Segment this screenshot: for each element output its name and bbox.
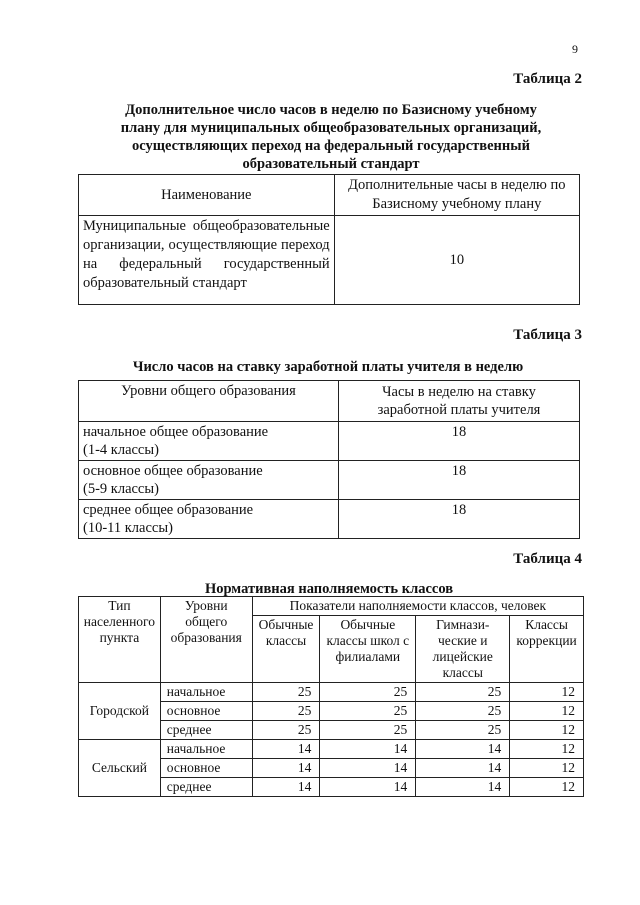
table4-cell: 25 (416, 683, 510, 702)
table4-header-correction: Классы коррекции (510, 616, 584, 683)
table2-title-line: осуществляющих переход на федеральный государственный (132, 138, 530, 154)
table4-level: среднее (160, 721, 252, 740)
table4-cell: 12 (510, 759, 584, 778)
level-grades: (5-9 классы) (83, 481, 159, 497)
table3-row-hours: 18 (338, 461, 579, 500)
table3-label: Таблица 3 (513, 327, 582, 343)
table4 (78, 596, 584, 797)
table3-title: Число часов на ставку заработной платы учителя в неделю (132, 359, 524, 375)
table2-header-name: Наименование (79, 175, 335, 216)
table4-header-regular: Обычные классы (252, 616, 320, 683)
table-row (79, 216, 580, 305)
table4-cell: 14 (416, 778, 510, 797)
table4-locality: Сельский (79, 740, 161, 797)
table-header-row (79, 175, 580, 216)
table3-header-hours: Часы в неделю на ставку заработной платы учителя (338, 381, 579, 422)
table4-header-indicators: Показатели наполняемости классов, человек (252, 597, 583, 616)
table-header-row (79, 597, 584, 616)
table4-cell: 25 (252, 721, 320, 740)
table4-cell: 25 (320, 702, 416, 721)
table2-title-line: образовательный стандарт (242, 156, 420, 172)
table3-header-level: Уровни общего образования (79, 381, 339, 422)
table4-cell: 12 (510, 721, 584, 740)
table4-locality: Городской (79, 683, 161, 740)
table4-level: основное (160, 702, 252, 721)
table4-header-gymnasium: Гимнази-ческие и лицейские классы (416, 616, 510, 683)
table3-row-level (79, 500, 339, 539)
table4-cell: 14 (320, 759, 416, 778)
table4-level: начальное (160, 683, 252, 702)
table-row (79, 683, 584, 702)
table4-cell: 25 (416, 702, 510, 721)
table4-title: Нормативная наполняемость классов (204, 581, 454, 597)
level-name: начальное общее образование (83, 424, 269, 440)
table2-title-line: плану для муниципальных общеобразовательных организаций, (120, 120, 542, 136)
table4-cell: 25 (252, 683, 320, 702)
table4-cell: 25 (320, 721, 416, 740)
level-name: среднее общее образование (83, 502, 254, 518)
table4-cell: 12 (510, 778, 584, 797)
table4-cell: 25 (252, 702, 320, 721)
table4-header-levels: Уровни общего образования (160, 597, 252, 683)
table4-header-locality: Тип населенного пункта (79, 597, 161, 683)
table2-title (78, 101, 584, 173)
table4-label: Таблица 4 (513, 551, 582, 567)
table2-label: Таблица 2 (513, 71, 582, 87)
table2-row-value: 10 (334, 216, 579, 305)
table4-level: среднее (160, 778, 252, 797)
table4-cell: 25 (416, 721, 510, 740)
table4-header-branches: Обычные классы школ с филиалами (320, 616, 416, 683)
table4-cell: 14 (252, 759, 320, 778)
table4-cell: 14 (252, 740, 320, 759)
table4-level: основное (160, 759, 252, 778)
table2 (78, 174, 580, 305)
table2-row-name: Муниципальные общеобразовательные организации, осуществляющие переход на федеральный государственный образовательный стандарт (79, 216, 335, 305)
table-row (79, 740, 584, 759)
table2-title-line: Дополнительное число часов в неделю по Базисному учебному (125, 102, 537, 118)
table4-cell: 12 (510, 702, 584, 721)
table3-row-hours: 18 (338, 422, 579, 461)
table3-row-level (79, 461, 339, 500)
table3 (78, 380, 580, 539)
table4-cell: 14 (416, 759, 510, 778)
table-header-row (79, 381, 580, 422)
level-name: основное общее образование (83, 463, 263, 479)
table4-cell: 12 (510, 740, 584, 759)
level-grades: (10-11 классы) (83, 520, 173, 536)
table4-cell: 14 (320, 740, 416, 759)
table2-header-hours: Дополнительные часы в неделю по Базисному учебному плану (334, 175, 579, 216)
table4-cell: 14 (416, 740, 510, 759)
level-grades: (1-4 классы) (83, 442, 159, 458)
table3-row-level (79, 422, 339, 461)
table4-cell: 25 (320, 683, 416, 702)
page-number: 9 (572, 42, 578, 56)
table4-cell: 12 (510, 683, 584, 702)
table-row (79, 500, 580, 539)
table-row (79, 422, 580, 461)
table4-level: начальное (160, 740, 252, 759)
table3-row-hours: 18 (338, 500, 579, 539)
table4-cell: 14 (252, 778, 320, 797)
table4-cell: 14 (320, 778, 416, 797)
table-row (79, 461, 580, 500)
